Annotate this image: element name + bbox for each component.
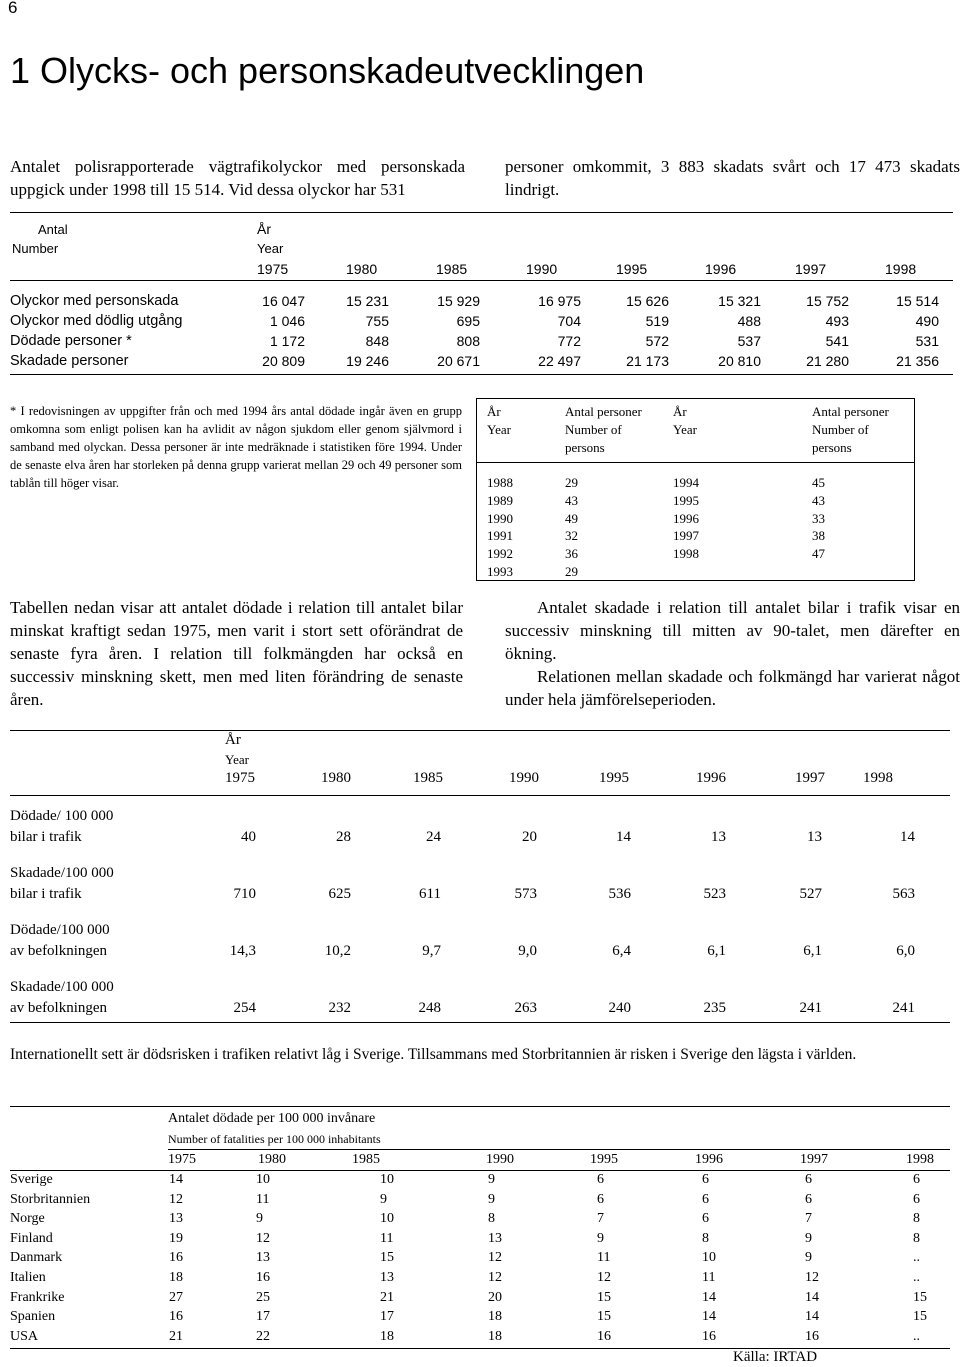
t4-cell: 6 <box>913 1191 920 1207</box>
t1-cell: 15 231 <box>346 293 389 309</box>
t2-antal-left: Antal personer <box>565 404 642 419</box>
t1-cell: 519 <box>645 313 669 329</box>
t3-cell: 40 <box>241 829 256 845</box>
t4-cell: 11 <box>256 1191 270 1207</box>
intro-right: personer omkommit, 3 883 skadats svårt och 17 473 skadats lindrigt. <box>505 157 960 199</box>
t3-cell: 6,1 <box>803 943 822 959</box>
t4-country: Finland <box>10 1230 53 1246</box>
t4-country: USA <box>10 1328 39 1344</box>
t1-row-label: Olyckor med dödlig utgång <box>10 313 183 329</box>
t1-cell: 755 <box>365 313 389 329</box>
t2-ar-left: År <box>487 404 501 419</box>
t2-count-cell: 49 <box>565 510 578 526</box>
t1-cell: 19 246 <box>346 353 389 369</box>
t4-cell: 12 <box>256 1230 270 1246</box>
t3-cell: 9,0 <box>518 943 537 959</box>
t3-cell: 235 <box>703 1000 726 1016</box>
t4-cell: 9 <box>488 1191 495 1207</box>
t1-year-1995: 1995 <box>616 261 648 277</box>
t1-year-1996: 1996 <box>705 261 737 277</box>
t4-cell: 10 <box>256 1172 270 1187</box>
t1-cell: 1 046 <box>269 313 305 329</box>
t3-cell: 248 <box>418 1000 441 1016</box>
t2-count-cell: 29 <box>565 564 578 579</box>
t4-cell: 9 <box>488 1172 495 1187</box>
t4-cell: 21 <box>380 1289 394 1305</box>
t4-cell: 19 <box>169 1230 183 1246</box>
t2-year-cell: 1992 <box>487 546 513 562</box>
t4-cell: 18 <box>380 1328 394 1344</box>
t1-year-1985: 1985 <box>436 261 468 277</box>
t4-year-1980: 1980 <box>258 1152 286 1167</box>
t4-cell: 13 <box>256 1250 270 1266</box>
t3-cell: 710 <box>233 886 256 902</box>
t4-cell: 18 <box>488 1328 502 1344</box>
t3-cell: 6,0 <box>896 943 915 959</box>
t1-year-1990: 1990 <box>526 261 558 277</box>
footnote: * I redovisningen av uppgifter från och med 1994 års antal dödade ingår även en grupp omkomna som enligt polisen kan ha avlidit av någon sjukdom eller genom självmord i samband med olyckan. Dessa personer är inte medräknade i statistiken före 1994. Under de senaste elva åren har storleken på denna grupp varierat mellan 29 och 49 personer som tablån till höger visar. <box>10 404 462 490</box>
t2-year-cell: 1993 <box>487 564 513 579</box>
t3-year-1975: 1975 <box>225 770 255 786</box>
t4-cell: 18 <box>169 1270 183 1285</box>
t4-country: Frankrike <box>10 1289 65 1305</box>
t4-cell: 6 <box>702 1172 709 1187</box>
t4-country: Italien <box>10 1270 46 1285</box>
t1-cell: 20 809 <box>262 353 305 369</box>
t2-numberof-left: Number of <box>565 422 622 437</box>
t4-cell: 18 <box>488 1309 502 1325</box>
t4-cell: 12 <box>488 1270 502 1285</box>
para-right: Antalet skadade i relation till antalet bilar i trafik visar en successiv minskning till mitten av 90-talet, men därefter en ökning. Relationen mellan skadade och folkmängd har varierat något under hela jämförelseperioden. <box>505 598 960 709</box>
t1-cell: 21 356 <box>896 353 939 369</box>
t2-count-cell: 38 <box>812 528 825 544</box>
t4-country: Danmark <box>10 1250 63 1266</box>
t1-cell: 15 626 <box>626 293 669 309</box>
t4-cell: 7 <box>805 1211 812 1227</box>
t2-year-left: Year <box>487 422 511 437</box>
t4-cell: .. <box>913 1328 920 1344</box>
t2-count-cell: 43 <box>565 492 578 508</box>
t3-cell: 13 <box>711 829 726 845</box>
t4-cell: 9 <box>805 1250 812 1266</box>
t3-year: Year <box>225 752 249 767</box>
t4-cell: 6 <box>913 1172 920 1187</box>
t3-cell: 241 <box>799 1000 822 1016</box>
t2-year-cell: 1990 <box>487 510 513 526</box>
header-year: Year <box>257 241 284 256</box>
t3-cell: 625 <box>328 886 351 902</box>
t3-year-1996: 1996 <box>696 770 726 786</box>
t4-cell: 14 <box>702 1309 716 1325</box>
t3-cell: 254 <box>233 1000 256 1016</box>
t4-cell: 15 <box>913 1289 927 1305</box>
t4-cell: 17 <box>380 1309 394 1325</box>
t1-cell: 20 671 <box>437 353 480 369</box>
t3-row-sublabel: av befolkningen <box>10 1000 108 1016</box>
t4-cell: 7 <box>597 1211 604 1227</box>
t4-cell: 11 <box>597 1250 611 1266</box>
t1-cell: 15 752 <box>806 293 849 309</box>
t4-cell: 6 <box>805 1172 812 1187</box>
t3-cell: 563 <box>892 886 915 902</box>
t3-cell: 263 <box>514 1000 537 1016</box>
t1-cell: 490 <box>915 313 939 329</box>
t1-cell: 16 047 <box>262 293 305 309</box>
t4-year-1995: 1995 <box>590 1152 618 1167</box>
t2-year-cell: 1989 <box>487 492 513 508</box>
t3-cell: 14,3 <box>229 943 256 959</box>
t2-count-cell: 43 <box>812 492 825 508</box>
t2-count-cell: 47 <box>812 546 825 562</box>
t1-cell: 772 <box>557 333 581 349</box>
t4-cell: 15 <box>913 1309 927 1325</box>
t3-year-1980: 1980 <box>321 770 351 786</box>
t3-cell: 523 <box>703 886 726 902</box>
t2-year-cell: 1988 <box>487 475 513 490</box>
t3-cell: 13 <box>807 829 822 845</box>
t4-cell: 10 <box>380 1172 394 1187</box>
t4-year-1975: 1975 <box>168 1152 196 1167</box>
t4-cell: .. <box>913 1270 920 1285</box>
t1-cell: 695 <box>456 313 480 329</box>
t4-cell: 16 <box>597 1328 611 1344</box>
t4-cell: 15 <box>597 1309 611 1325</box>
header-number: Number <box>12 241 59 256</box>
t4-cell: 16 <box>702 1328 716 1344</box>
header-antal: Antal <box>38 222 68 237</box>
t3-cell: 232 <box>328 1000 351 1016</box>
t4-cell: 16 <box>169 1309 183 1325</box>
t3-cell: 573 <box>514 886 537 902</box>
t1-cell: 22 497 <box>538 353 581 369</box>
t4-cell: 13 <box>488 1230 502 1246</box>
t4-year-1998: 1998 <box>906 1152 934 1167</box>
t4-cell: .. <box>913 1250 920 1266</box>
t1-cell: 21 173 <box>626 353 669 369</box>
t2-ar-right: År <box>673 404 687 419</box>
t4-cell: 9 <box>597 1230 604 1246</box>
t3-cell: 10,2 <box>324 943 351 959</box>
t4-year-1996: 1996 <box>695 1152 723 1167</box>
t3-cell: 14 <box>900 829 915 845</box>
t4-year-1997: 1997 <box>800 1152 828 1167</box>
t4-cell: 11 <box>702 1270 716 1285</box>
t2-year-right: Year <box>673 422 697 437</box>
t4-cell: 15 <box>380 1250 394 1266</box>
t2-numberof-right: Number of <box>812 422 869 437</box>
t3-year-1997: 1997 <box>795 770 825 786</box>
t4-source: Källa: IRTAD <box>733 1349 818 1365</box>
t4-cell: 10 <box>702 1250 716 1266</box>
t1-cell: 704 <box>557 313 581 329</box>
t3-year-1990: 1990 <box>509 770 539 786</box>
t3-cell: 536 <box>608 886 631 902</box>
t1-row-label: Olyckor med personskada <box>10 293 179 309</box>
t1-cell: 21 280 <box>806 353 849 369</box>
t4-country: Norge <box>10 1211 45 1227</box>
t4-cell: 25 <box>256 1289 270 1305</box>
t2-year-cell: 1995 <box>673 492 699 508</box>
t2-year-cell: 1996 <box>673 510 699 526</box>
t3-year-1995: 1995 <box>599 770 629 786</box>
t4-cell: 6 <box>597 1191 604 1207</box>
t2-year-cell: 1998 <box>673 546 699 562</box>
t1-row-label: Dödade personer * <box>10 333 132 349</box>
t2-year-cell: 1994 <box>673 475 699 490</box>
t4-cell: 16 <box>256 1270 270 1285</box>
t2-antal-right: Antal personer <box>812 404 889 419</box>
t4-cell: 12 <box>488 1250 502 1266</box>
t4-cell: 9 <box>380 1191 387 1207</box>
t4-cell: 20 <box>488 1289 502 1305</box>
t3-cell: 24 <box>426 829 441 845</box>
t3-row-sublabel: av befolkningen <box>10 943 108 959</box>
t3-cell: 527 <box>799 886 822 902</box>
t4-cell: 12 <box>597 1270 611 1285</box>
t3-cell: 20 <box>522 829 537 845</box>
t4-cell: 6 <box>805 1191 812 1207</box>
t3-row-sublabel: bilar i trafik <box>10 829 82 845</box>
t1-row-label: Skadade personer <box>10 353 129 369</box>
t4-cell: 16 <box>805 1328 819 1344</box>
t4-cell: 8 <box>488 1211 495 1227</box>
t4-cell: 6 <box>702 1191 709 1207</box>
t3-row-label: Skadade/100 000 <box>10 865 114 881</box>
t4-cell: 21 <box>169 1328 183 1344</box>
t4-cell: 17 <box>256 1309 270 1325</box>
t1-cell: 15 514 <box>896 293 939 309</box>
t4-cell: 8 <box>702 1230 709 1246</box>
t1-cell: 488 <box>737 313 761 329</box>
t2-count-cell: 32 <box>565 528 578 544</box>
t3-cell: 6,1 <box>707 943 726 959</box>
t1-cell: 15 321 <box>718 293 761 309</box>
t4-title: Antalet dödade per 100 000 invånare <box>168 1111 376 1126</box>
t4-year-1990: 1990 <box>486 1152 514 1167</box>
t4-cell: 12 <box>169 1191 183 1207</box>
header-ar: År <box>257 221 271 237</box>
t1-cell: 16 975 <box>538 293 581 309</box>
t4-cell: 6 <box>702 1211 709 1227</box>
t1-year-1998: 1998 <box>885 261 917 277</box>
t4-cell: 13 <box>380 1270 394 1285</box>
t4-cell: 9 <box>256 1211 263 1227</box>
t4-cell: 13 <box>169 1211 183 1227</box>
t3-cell: 611 <box>419 886 441 902</box>
t1-cell: 808 <box>456 333 480 349</box>
t1-cell: 531 <box>915 333 939 349</box>
t1-cell: 541 <box>825 333 849 349</box>
chapter-heading: 1 Olycks- och personskadeutvecklingen <box>10 50 645 91</box>
t4-year-1985: 1985 <box>352 1152 380 1167</box>
t2-count-cell: 33 <box>812 510 825 526</box>
t3-row-label: Skadade/100 000 <box>10 979 114 995</box>
t1-cell: 537 <box>737 333 761 349</box>
t4-country: Sverige <box>10 1172 53 1187</box>
t1-cell: 20 810 <box>718 353 761 369</box>
t3-cell: 241 <box>892 1000 915 1016</box>
t4-cell: 14 <box>805 1289 819 1305</box>
t2-year-cell: 1991 <box>487 528 513 544</box>
intl-para: Internationellt sett är dödsrisken i trafiken relativt låg i Sverige. Tillsammans med Storbritannien är risken i Sverige den lägsta i världen. <box>10 1046 857 1063</box>
t2-count-cell: 45 <box>812 475 825 490</box>
t1-year-1975: 1975 <box>257 261 289 277</box>
t4-subtitle: Number of fatalities per 100 000 inhabitants <box>168 1132 381 1146</box>
t4-cell: 12 <box>805 1270 819 1285</box>
t1-cell: 572 <box>645 333 669 349</box>
t3-cell: 28 <box>336 829 351 845</box>
t3-cell: 240 <box>608 1000 631 1016</box>
t3-ar: År <box>225 732 241 748</box>
t3-row-sublabel: bilar i trafik <box>10 886 82 902</box>
t4-country: Spanien <box>10 1309 56 1325</box>
t4-cell: 9 <box>805 1230 812 1246</box>
t4-cell: 27 <box>169 1289 183 1305</box>
t1-cell: 15 929 <box>437 293 480 309</box>
t1-cell: 493 <box>825 313 849 329</box>
t2-persons-left: persons <box>565 440 605 455</box>
para-left: Tabellen nedan visar att antalet dödade i relation till antalet bilar minskat kraftigt sedan 1975, men varit i stort sett oförändrat de senaste fyra åren. I relation till folkmängden har också en successiv minskning skett, men med liten förändring de senaste åren. <box>10 598 463 709</box>
t4-cell: 10 <box>380 1211 394 1227</box>
t4-cell: 16 <box>169 1250 183 1266</box>
t2-persons-right: persons <box>812 440 852 455</box>
t3-cell: 14 <box>616 829 631 845</box>
t4-cell: 8 <box>913 1211 920 1227</box>
t2-count-cell: 29 <box>565 475 578 490</box>
t3-year-1998: 1998 <box>863 770 893 786</box>
t2-year-cell: 1997 <box>673 528 699 544</box>
t4-country: Storbritannien <box>10 1191 91 1207</box>
t2-count-cell: 36 <box>565 546 578 562</box>
intro-left: Antalet polisrapporterade vägtrafikolyckor med personskada uppgick under 1998 till 15 514. Vid dessa olyckor har 531 <box>10 157 465 199</box>
t3-year-1985: 1985 <box>413 770 443 786</box>
t1-year-1997: 1997 <box>795 261 827 277</box>
t4-cell: 8 <box>913 1230 920 1246</box>
t3-cell: 9,7 <box>422 943 441 959</box>
page-number: 6 <box>8 0 18 17</box>
t1-year-1980: 1980 <box>346 261 378 277</box>
t4-cell: 22 <box>256 1328 270 1344</box>
t3-row-label: Dödade/100 000 <box>10 922 110 938</box>
t1-cell: 1 172 <box>269 333 305 349</box>
t4-cell: 14 <box>805 1309 819 1325</box>
t3-cell: 6,4 <box>612 943 631 959</box>
t3-row-label: Dödade/ 100 000 <box>10 808 114 824</box>
t4-cell: 11 <box>380 1230 394 1246</box>
t4-cell: 6 <box>597 1172 604 1187</box>
t4-cell: 15 <box>597 1289 611 1305</box>
t4-cell: 14 <box>169 1172 183 1187</box>
t4-cell: 14 <box>702 1289 716 1305</box>
t1-cell: 848 <box>365 333 389 349</box>
